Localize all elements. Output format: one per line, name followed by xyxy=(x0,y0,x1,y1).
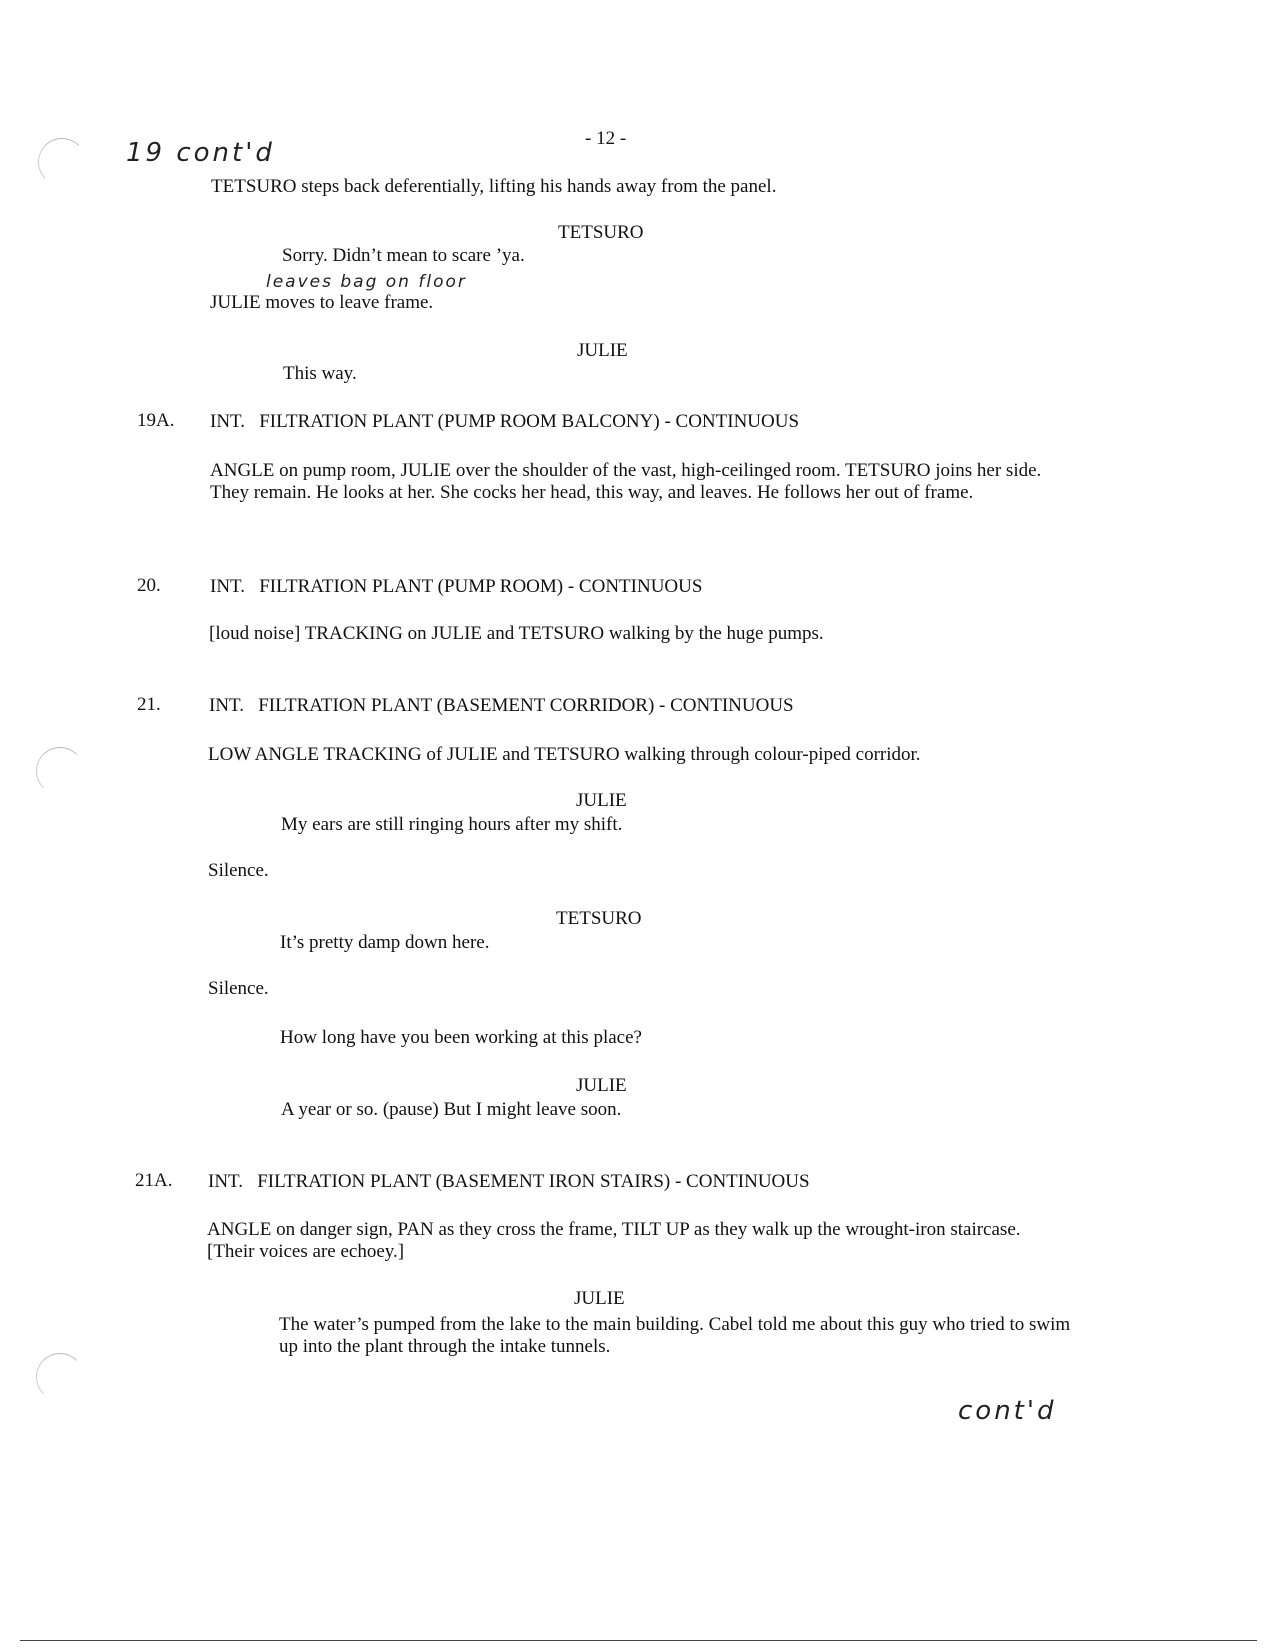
action-line: Silence. xyxy=(208,978,269,999)
action-line: [loud noise] TRACKING on JULIE and TETSURO walking by the huge pumps. xyxy=(209,623,824,644)
dialogue-line: This way. xyxy=(283,363,357,384)
dialogue-line: How long have you been working at this place? xyxy=(280,1027,642,1048)
action-line: JULIE moves to leave frame. xyxy=(210,292,434,313)
punch-hole-middle xyxy=(36,747,84,795)
scene-number: 21. xyxy=(137,694,161,715)
scene-heading: INT. FILTRATION PLANT (BASEMENT CORRIDOR) - CONTINUOUS xyxy=(209,695,794,716)
dialogue-line: Sorry. Didn’t mean to scare ’ya. xyxy=(282,245,525,266)
character-name: JULIE xyxy=(577,340,628,361)
action-line: Silence. xyxy=(208,860,269,881)
scene-heading: INT. FILTRATION PLANT (BASEMENT IRON STAIRS) - CONTINUOUS xyxy=(208,1171,810,1192)
punch-hole-bottom xyxy=(36,1353,84,1401)
page-bottom-edge xyxy=(20,1640,1257,1641)
scene-heading: INT. FILTRATION PLANT (PUMP ROOM BALCONY) - CONTINUOUS xyxy=(210,411,800,432)
character-name: JULIE xyxy=(574,1288,625,1309)
dialogue-paragraph: The water’s pumped from the lake to the main building. Cabel told me about this guy who tried to swim up into the plant through the intake tunnels. xyxy=(279,1314,1071,1357)
handwritten-continued-bottom: cont'd xyxy=(958,1396,1057,1426)
scene-number: 21A. xyxy=(135,1170,173,1191)
scene-number: 20. xyxy=(137,575,161,596)
character-name: TETSURO xyxy=(558,222,644,243)
character-name: JULIE xyxy=(576,790,627,811)
character-name: TETSURO xyxy=(556,908,642,929)
action-paragraph: ANGLE on pump room, JULIE over the shoulder of the vast, high-ceilinged room. TETSURO joins her side. They remain. He looks at her. She cocks her head, this way, and leaves. He follows her out of frame. xyxy=(210,460,1042,503)
character-name: JULIE xyxy=(576,1075,627,1096)
dialogue-line: A year or so. (pause) But I might leave soon. xyxy=(281,1099,622,1120)
dialogue-line: My ears are still ringing hours after my shift. xyxy=(281,814,623,835)
handwritten-continued-top: 19 cont'd xyxy=(126,138,275,168)
handwritten-insert-note: leaves bag on floor xyxy=(266,272,467,292)
action-line: TETSURO steps back deferentially, lifting his hands away from the panel. xyxy=(211,176,777,197)
dialogue-line: It’s pretty damp down here. xyxy=(280,932,490,953)
scene-heading: INT. FILTRATION PLANT (PUMP ROOM) - CONTINUOUS xyxy=(210,576,703,597)
scene-number: 19A. xyxy=(137,410,175,431)
action-paragraph: ANGLE on danger sign, PAN as they cross the frame, TILT UP as they walk up the wrought-iron staircase. [Their voices are echoey.] xyxy=(207,1219,1021,1262)
action-line: LOW ANGLE TRACKING of JULIE and TETSURO walking through colour-piped corridor. xyxy=(208,744,921,765)
page-number: - 12 - xyxy=(585,128,627,149)
punch-hole-top xyxy=(38,138,86,186)
